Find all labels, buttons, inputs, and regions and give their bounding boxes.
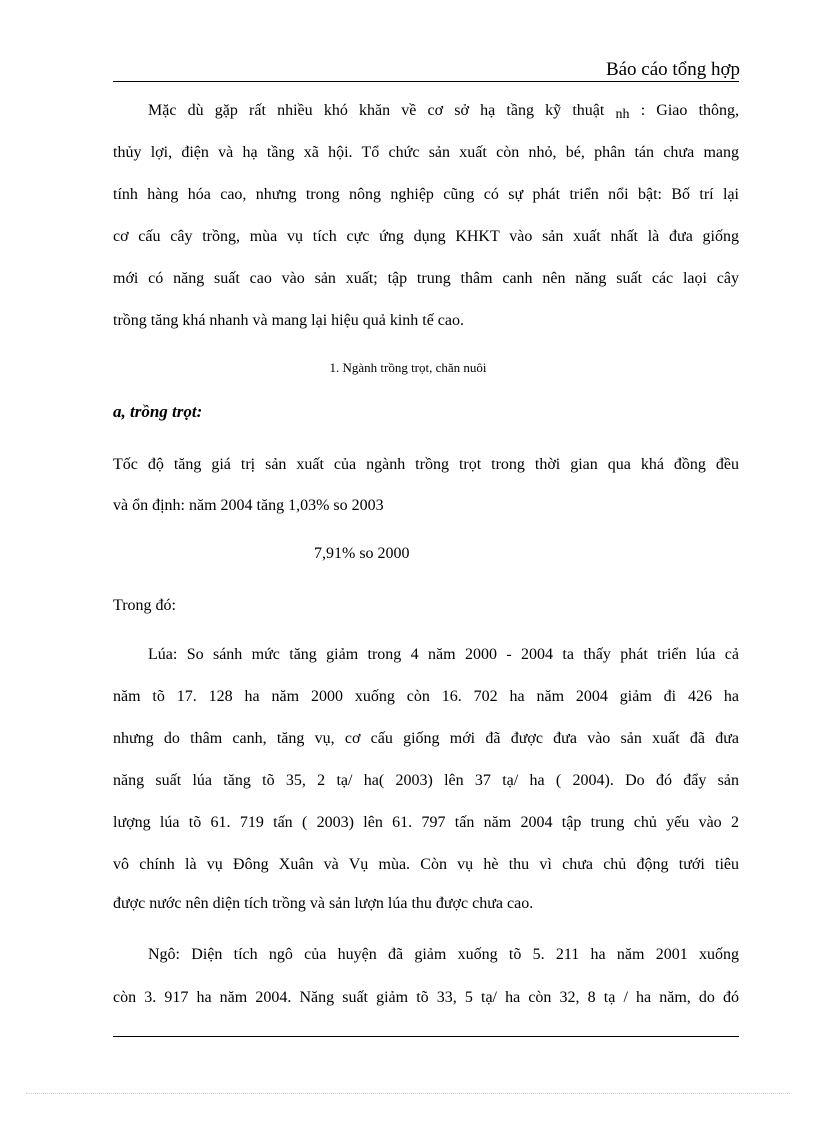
intro-line-5: mới có năng suất cao vào sản xuất; tập trung thâm canh nên năng suất các laọi cây — [113, 270, 739, 287]
intro-line-1 — [113, 101, 739, 122]
intro-line-4: cơ cấu cây trồng, mùa vụ tích cực ứng dụng KHKT vào sản xuất nhất là đưa giống — [113, 228, 739, 245]
growth-line-2: và ổn định: năm 2004 tăng 1,03% so 2003 — [113, 497, 384, 514]
page-edge-divider — [26, 1093, 790, 1094]
intro-line-1-text-b: : Giao thông, — [640, 102, 740, 119]
footer-rule — [113, 1036, 739, 1037]
intro-line-2: thủy lợi, điện và hạ tầng xã hội. Tổ chức sản xuất còn nhỏ, bé, phân tán chưa mang — [113, 144, 739, 161]
intro-line-1-subscript: nh — [615, 107, 630, 122]
rice-line-2: năm tõ 17. 128 ha năm 2000 xuống còn 16. 702 ha năm 2004 giảm đi 426 ha — [113, 688, 739, 705]
subheading-cultivation: a, trồng trọt: — [113, 402, 203, 421]
corn-line-2: còn 3. 917 ha năm 2004. Năng suất giảm tõ 33, 5 tạ/ ha còn 32, 8 tạ / ha năm, do đó — [113, 989, 739, 1006]
growth-line-3: 7,91% so 2000 — [314, 545, 410, 562]
page-header-title: Báo cáo tổng hợp — [605, 59, 740, 80]
rice-line-6: vô chính là vụ Đông Xuân và Vụ mùa. Còn vụ hè thu vì chưa chủ động tưới tiêu — [113, 856, 739, 873]
corn-line-1: Ngô: Diện tích ngô của huyện đã giảm xuống tõ 5. 211 ha năm 2001 xuống — [148, 946, 739, 963]
section-heading: 1. Ngành trồng trọt, chăn nuôi — [329, 360, 487, 375]
rice-line-3: nhưng do thâm canh, tăng vụ, cơ cấu giống mới đã được đưa vào sản xuất đã đưa — [113, 730, 739, 747]
rice-line-7: được nước nên diện tích trồng và sản lượn lúa thu được chưa cao. — [113, 895, 534, 912]
growth-line-4: Trong đó: — [113, 597, 176, 614]
growth-line-1: Tốc độ tăng giá trị sản xuất của ngành trồng trọt trong thời gian qua khá đồng đều — [113, 456, 739, 473]
intro-line-3: tính hàng hóa cao, nhưng trong nông nghiệp cũng có sự phát triển nổi bật: Bố trí lại — [113, 186, 739, 203]
intro-line-6: trồng tăng khá nhanh và mang lại hiệu quả kinh tế cao. — [113, 312, 465, 329]
intro-line-1-text-a: Mặc dù gặp rất nhiều khó khăn về cơ sở hạ tầng kỹ thuật — [148, 102, 605, 119]
header-rule — [113, 81, 739, 82]
rice-line-5: lượng lúa tõ 61. 719 tấn ( 2003) lên 61. 797 tấn năm 2004 tập trung chủ yếu vào 2 — [113, 814, 739, 831]
rice-line-4: năng suất lúa tăng tõ 35, 2 tạ/ ha( 2003) lên 37 tạ/ ha ( 2004). Do đó đẩy sản — [113, 772, 739, 789]
rice-line-1: Lúa: So sánh mức tăng giảm trong 4 năm 2000 - 2004 ta thấy phát triển lúa cả — [148, 646, 739, 663]
